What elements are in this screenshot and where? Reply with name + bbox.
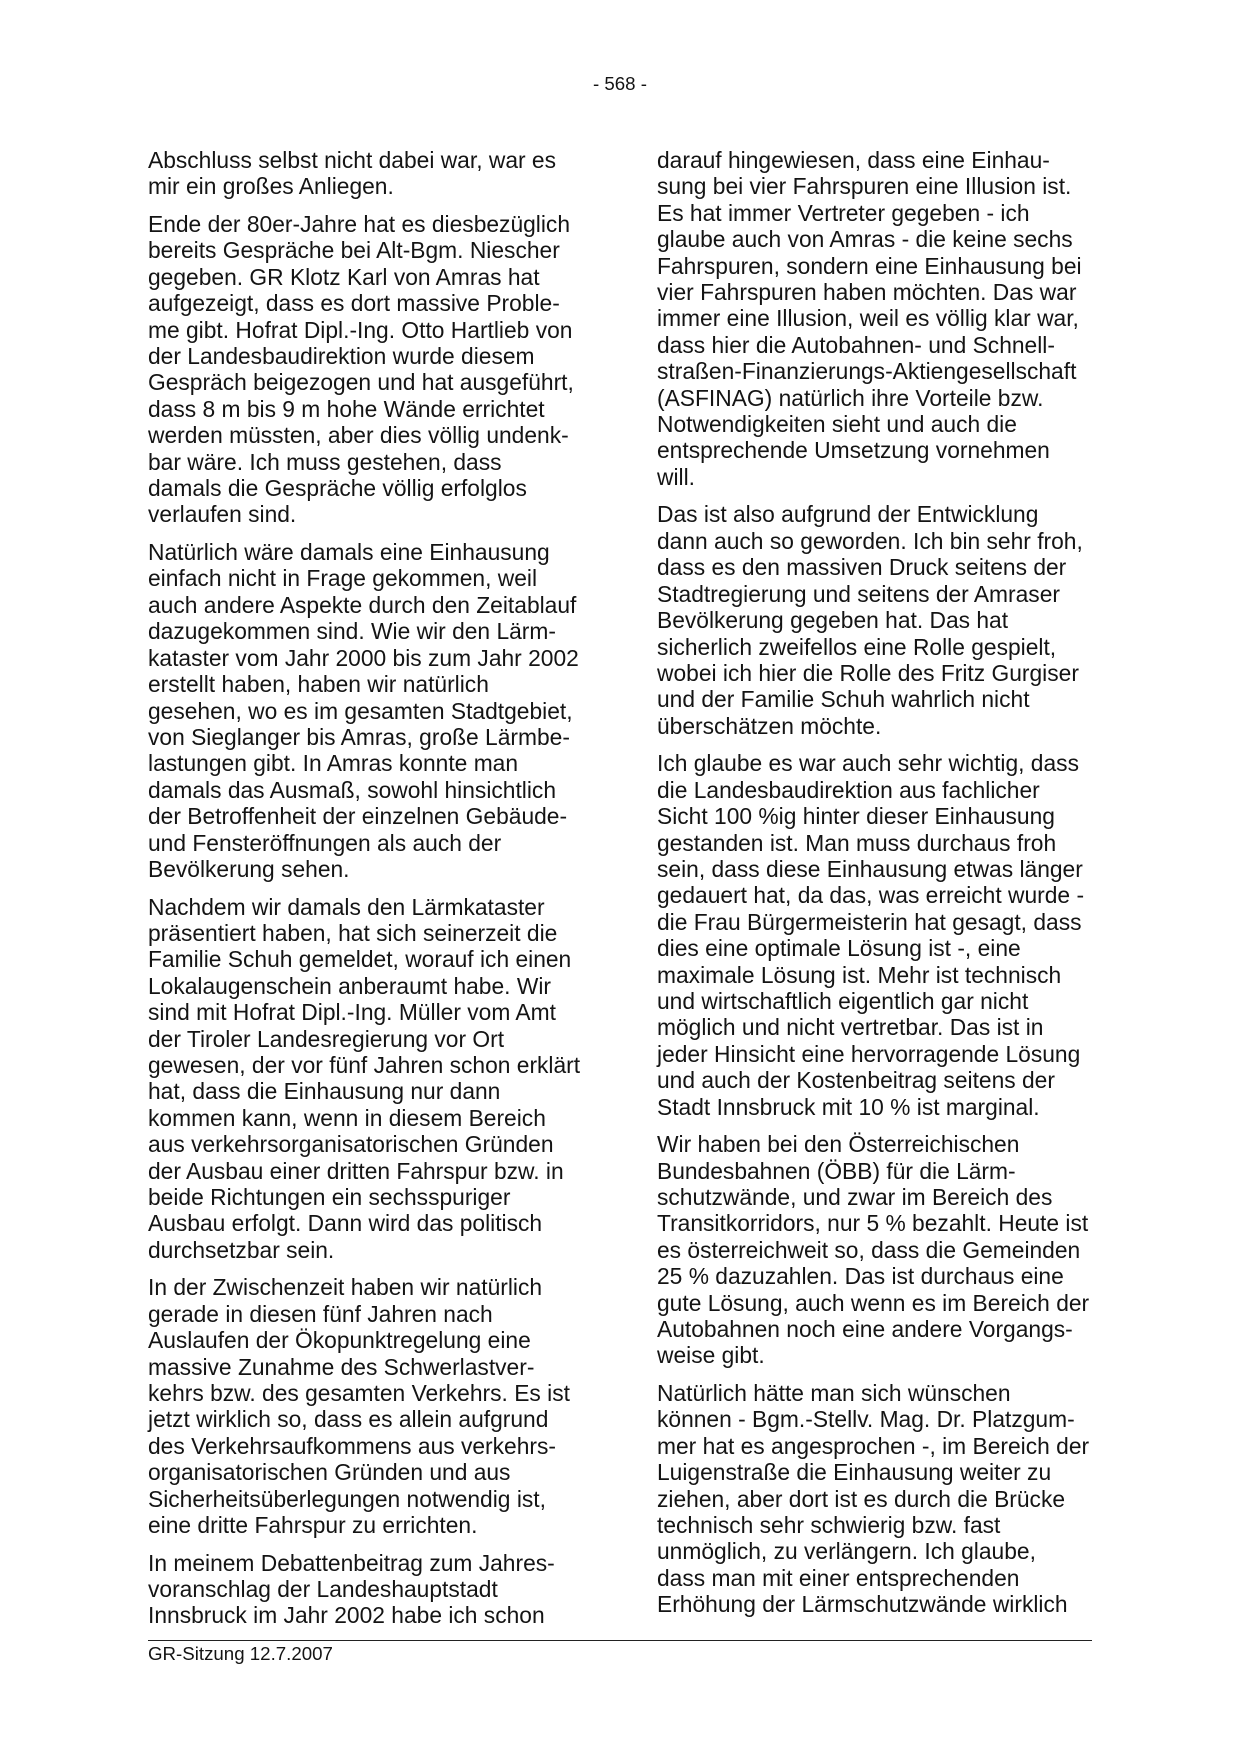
paragraph: In meinem Debattenbeitrag zum Jahres- voranschlag der Landeshauptstadt Innsbruck im Jahr 2002 habe ich schon — [148, 1549, 555, 1629]
paragraph: Ich glaube es war auch sehr wichtig, dass die Landesbaudirektion aus fachlicher Sicht 100 %ig hinter dieser Einhausung gestanden ist. Man muss durchaus froh sein, dass diese Einhausung etwas länger gedauert hat, da das, was erreicht wurde - die Frau Bürgermeisterin hat gesagt, dass dies eine optimale Lösung ist -, eine maximale Lösung ist. Mehr ist technisch und wirtschaftlich eigentlich gar nicht möglich und nicht vertretbar. Das ist in jeder Hinsicht eine hervorragende Lösung und auch der Kostenbeitrag seitens der Stadt Innsbruck mit 10 % ist marginal. — [657, 750, 1085, 1120]
paragraph: Abschluss selbst nicht dabei war, war es mir ein großes Anliegen. — [148, 147, 557, 200]
footer-session-date: GR-Sitzung 12.7.2007 — [148, 1643, 333, 1664]
page-number: - 568 - — [592, 73, 647, 94]
paragraph: Wir haben bei den Österreichischen Bundesbahnen (ÖBB) für die Lärm- schutzwände, und zwar im Bereich des Transitkorridors, nur 5 % bezahlt. Heute ist es österreichweit so, dass die Gemeinden 25 % dazuzahlen. Das ist durchaus eine gute Lösung, auch wenn es im Bereich der Autobahnen noch eine andere Vorgangs- weise gibt. — [657, 1131, 1090, 1369]
left-column — [148, 147, 588, 1640]
paragraph: darauf hingewiesen, dass eine Einhau- sung bei vier Fahrspuren eine Illusion ist. Es hat immer Vertreter gegeben - ich glaube auch von Amras - die keine sechs Fahrspuren, sondern eine Einhausung bei vier Fahrspuren haben möchten. Das war immer eine Illusion, weil es völlig klar war, dass hier die Autobahnen- und Schnell- straßen-Finanzierungs-Aktiengesellschaft (ASFINAG) natürlich ihre Vorteile bzw. Notwendigkeiten sieht und auch die entsprechende Umsetzung vornehmen will. — [657, 147, 1082, 490]
right-column — [657, 147, 1097, 1629]
paragraph: Nachdem wir damals den Lärmkataster präsentiert haben, hat sich seinerzeit die Familie Schuh gemeldet, worauf ich einen Lokalaugenschein anberaumt habe. Wir sind mit Hofrat Dipl.-Ing. Müller vom Amt der Tiroler Landesregierung vor Ort gewesen, der vor fünf Jahren schon erklärt hat, dass die Einhausung nur dann kommen kann, wenn in diesem Bereich aus verkehrsorganisatorischen Gründen der Ausbau einer dritten Fahrspur bzw. in beide Richtungen ein sechsspuriger Ausbau erfolgt. Dann wird das politisch durchsetzbar sein. — [148, 893, 581, 1263]
paragraph: Das ist also aufgrund der Entwicklung dann auch so geworden. Ich bin sehr froh, dass es den massiven Druck seitens der Stadtregierung und seitens der Amraser Bevölkerung gegeben hat. Das hat sicherlich zweifellos eine Rolle gespielt, wobei ich hier die Rolle des Fritz Gurgiser und der Familie Schuh wahrlich nicht überschätzen möchte. — [657, 501, 1083, 739]
paragraph: Ende der 80er-Jahre hat es diesbezüglich bereits Gespräche bei Alt-Bgm. Niescher gegeben. GR Klotz Karl von Amras hat aufgezeigt, dass es dort massive Proble- me gibt. Hofrat Dipl.-Ing. Otto Hartlieb von der Landesbaudirektion wurde diesem Gespräch beigezogen und hat ausgeführt, dass 8 m bis 9 m hohe Wände errichtet werden müssten, aber dies völlig undenk- bar wäre. Ich muss gestehen, dass damals die Gespräche völlig erfolglos verlaufen sind. — [148, 211, 574, 528]
paragraph: Natürlich wäre damals eine Einhausung einfach nicht in Frage gekommen, weil auch andere Aspekte durch den Zeitablauf dazugekommen sind. Wie wir den Lärm- kataster vom Jahr 2000 bis zum Jahr 2002 erstellt haben, haben wir natürlich gesehen, wo es im gesamten Stadtgebiet, von Sieglanger bis Amras, große Lärmbe- lastungen gibt. In Amras konnte man damals das Ausmaß, sowohl hinsichtlich der Betroffenheit der einzelnen Gebäude- und Fensteröffnungen als auch der Bevölkerung sehen. — [148, 539, 579, 882]
paragraph: Natürlich hätte man sich wünschen können - Bgm.-Stellv. Mag. Dr. Platzgum- mer hat es angesprochen -, im Bereich der Luigenstraße die Einhausung weiter zu ziehen, aber dort ist es durch die Brücke technisch sehr schwierig bzw. fast unmöglich, zu verlängern. Ich glaube, dass man mit einer entsprechenden Erhöhung der Lärmschutzwände wirklich — [657, 1380, 1090, 1618]
footer-rule — [148, 1640, 1092, 1641]
paragraph: In der Zwischenzeit haben wir natürlich gerade in diesen fünf Jahren nach Auslaufen der Ökopunktregelung eine massive Zunahme des Schwerlastver- kehrs bzw. des gesamten Verkehrs. Es ist jetzt wirklich so, dass es allein aufgrund des Verkehrsaufkommens aus verkehrs- organisatorischen Gründen und aus Sicherheitsüberlegungen notwendig ist, eine dritte Fahrspur zu errichten. — [148, 1274, 570, 1539]
